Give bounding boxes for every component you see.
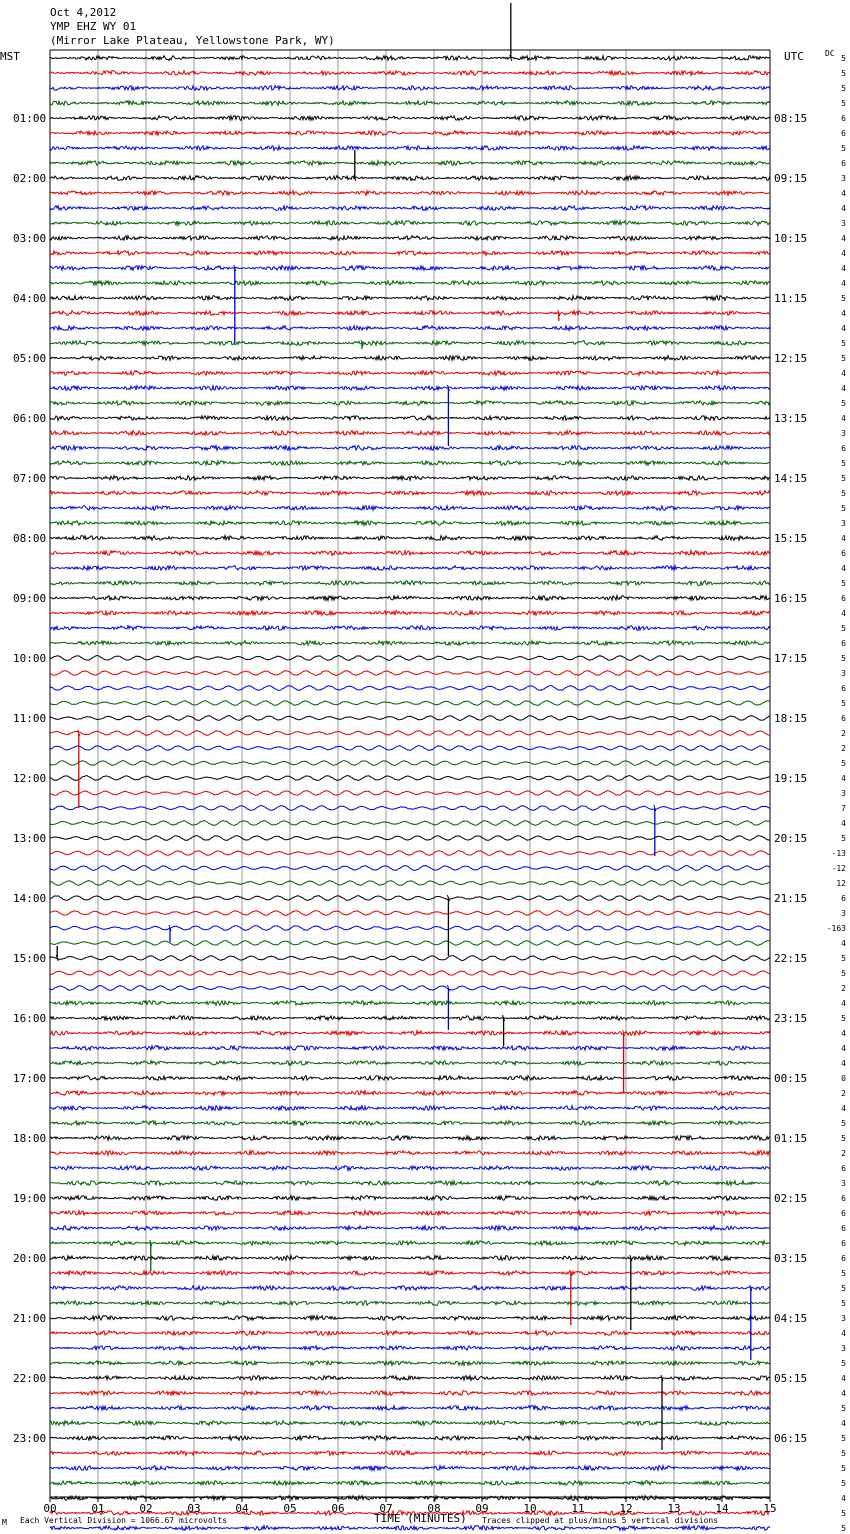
dc-offset-42: 6 (841, 684, 846, 693)
hour-label-left-4: 04:00 (13, 292, 47, 305)
trace-95 (50, 1481, 770, 1486)
dc-offset-16: 5 (841, 294, 846, 303)
hour-label-right-10: 17:15 (774, 652, 808, 665)
dc-offset-34: 4 (841, 564, 846, 573)
trace-84 (50, 1316, 770, 1321)
trace-56 (50, 896, 770, 901)
dc-offset-5: 6 (841, 129, 846, 138)
footer-corner-mark: M (2, 1518, 7, 1527)
trace-86 (50, 1346, 770, 1351)
dc-offset-73: 2 (841, 1149, 846, 1158)
seismic-traces (50, 3, 770, 1534)
trace-59 (50, 941, 770, 946)
x-tick-label-15: 15 (763, 1502, 777, 1515)
dc-offset-55: 12 (836, 879, 846, 888)
trace-19 (50, 341, 770, 346)
dc-offset-13: 4 (841, 249, 846, 258)
hour-label-left-6: 06:00 (13, 412, 47, 425)
dc-offset-62: 2 (841, 984, 846, 993)
hour-label-left-19: 19:00 (13, 1192, 47, 1205)
trace-67 (50, 1061, 770, 1066)
hour-label-left-8: 08:00 (13, 532, 47, 545)
trace-4 (50, 116, 770, 121)
dc-offset-35: 5 (841, 579, 846, 588)
trace-28 (50, 476, 770, 481)
trace-8 (50, 176, 770, 181)
dc-offset-36: 6 (841, 594, 846, 603)
dc-offset-72: 5 (841, 1134, 846, 1143)
dc-offset-12: 4 (841, 234, 846, 243)
trace-72 (50, 1136, 770, 1141)
hour-label-right-13: 20:15 (774, 832, 808, 845)
hour-label-right-20: 03:15 (774, 1252, 808, 1265)
trace-93 (50, 1451, 770, 1456)
dc-offset-23: 5 (841, 399, 846, 408)
hour-label-right-9: 16:15 (774, 592, 808, 605)
hour-label-left-16: 16:00 (13, 1012, 47, 1025)
hour-label-right-16: 23:15 (774, 1012, 808, 1025)
dc-offset-31: 3 (841, 519, 846, 528)
trace-64 (50, 1016, 770, 1021)
header-location: (Mirror Lake Plateau, Yellowstone Park, WY) (50, 34, 335, 47)
trace-94 (50, 1466, 770, 1471)
hour-label-left-18: 18:00 (13, 1132, 47, 1145)
trace-61 (50, 971, 770, 976)
dc-offset-91: 4 (841, 1419, 846, 1428)
trace-58 (50, 926, 770, 931)
hour-label-left-22: 22:00 (13, 1372, 47, 1385)
dc-offset-22: 4 (841, 384, 846, 393)
dc-offset-24: 4 (841, 414, 846, 423)
dc-offset-41: 3 (841, 669, 846, 678)
dc-offset-26: 6 (841, 444, 846, 453)
hour-label-left-20: 20:00 (13, 1252, 47, 1265)
dc-offset-43: 5 (841, 699, 846, 708)
trace-46 (50, 746, 770, 751)
hour-label-right-6: 13:15 (774, 412, 808, 425)
hour-label-right-4: 11:15 (774, 292, 808, 305)
x-tick-label-4: 04 (235, 1502, 249, 1515)
dc-offset-15: 4 (841, 279, 846, 288)
footer-clip-note: Traces clipped at plus/minus 5 vertical divisions (482, 1516, 719, 1525)
dc-offset-66: 4 (841, 1044, 846, 1053)
trace-18 (50, 326, 770, 331)
trace-80 (50, 1256, 770, 1261)
trace-21 (50, 371, 770, 376)
hour-label-right-5: 12:15 (774, 352, 808, 365)
trace-78 (50, 1226, 770, 1231)
x-tick-label-3: 03 (187, 1502, 201, 1515)
trace-77 (50, 1211, 770, 1216)
hour-label-left-12: 12:00 (13, 772, 47, 785)
trace-7 (50, 161, 770, 166)
dc-offset-38: 5 (841, 624, 846, 633)
dc-offset-9: 4 (841, 189, 846, 198)
dc-offset-2: 5 (841, 84, 846, 93)
dc-offset-1: 5 (841, 69, 846, 78)
trace-13 (50, 251, 770, 256)
trace-22 (50, 386, 770, 391)
trace-33 (50, 551, 770, 556)
trace-6 (50, 146, 770, 151)
hour-label-right-12: 19:15 (774, 772, 808, 785)
trace-57 (50, 911, 770, 916)
dc-offset-3: 5 (841, 99, 846, 108)
dc-offset-83: 5 (841, 1299, 846, 1308)
dc-offset-87: 5 (841, 1359, 846, 1368)
x-tick-label-0: 00 (43, 1502, 57, 1515)
x-tick-label-8: 08 (427, 1502, 441, 1515)
dc-offset-71: 5 (841, 1119, 846, 1128)
trace-47 (50, 761, 770, 766)
dc-offset-79: 6 (841, 1239, 846, 1248)
dc-label: DC (825, 49, 835, 58)
hour-label-right-18: 01:15 (774, 1132, 808, 1145)
footer-scale-note: Each Vertical Division = 1066.67 microvolts (20, 1516, 228, 1525)
trace-74 (50, 1166, 770, 1171)
trace-69 (50, 1091, 770, 1096)
hour-label-right-15: 22:15 (774, 952, 808, 965)
dc-offset-65: 4 (841, 1029, 846, 1038)
x-tick-label-1: 01 (91, 1502, 105, 1515)
dc-offset-90: 5 (841, 1404, 846, 1413)
dc-offset-70: 4 (841, 1104, 846, 1113)
dc-offset-46: 2 (841, 744, 846, 753)
dc-offset-39: 6 (841, 639, 846, 648)
dc-offset-93: 5 (841, 1449, 846, 1458)
x-tick-label-9: 09 (475, 1502, 489, 1515)
x-tick-label-14: 14 (715, 1502, 729, 1515)
header-date: Oct 4,2012 (50, 6, 117, 19)
dc-offset-7: 6 (841, 159, 846, 168)
trace-9 (50, 191, 770, 196)
hour-label-right-14: 21:15 (774, 892, 808, 905)
hour-label-left-1: 01:00 (13, 112, 47, 125)
dc-offset-96: 4 (841, 1494, 846, 1503)
trace-60 (50, 956, 770, 961)
trace-3 (50, 101, 770, 106)
dc-offset-10: 4 (841, 204, 846, 213)
trace-32 (50, 536, 770, 541)
trace-79 (50, 1241, 770, 1246)
dc-offset-98: 5 (841, 1524, 846, 1533)
trace-26 (50, 446, 770, 451)
dc-offset-29: 5 (841, 489, 846, 498)
trace-0 (50, 56, 770, 61)
dc-offset-80: 6 (841, 1254, 846, 1263)
x-tick-label-6: 06 (331, 1502, 345, 1515)
trace-55 (50, 881, 770, 886)
trace-85 (50, 1331, 770, 1336)
dc-offset-85: 4 (841, 1329, 846, 1338)
hour-label-right-23: 06:15 (774, 1432, 808, 1445)
trace-5 (50, 131, 770, 136)
trace-1 (50, 71, 770, 76)
hour-label-left-10: 10:00 (13, 652, 47, 665)
header-station: YMP EHZ WY 01 (50, 20, 137, 33)
hour-label-left-23: 23:00 (13, 1432, 47, 1445)
dc-offset-69: 2 (841, 1089, 846, 1098)
dc-offset-89: 4 (841, 1389, 846, 1398)
trace-17 (50, 311, 770, 316)
hour-label-left-5: 05:00 (13, 352, 47, 365)
dc-offset-labels (827, 54, 846, 1534)
trace-10 (50, 206, 770, 211)
hour-label-right-17: 00:15 (774, 1072, 808, 1085)
dc-offset-60: 5 (841, 954, 846, 963)
x-tick-label-10: 10 (523, 1502, 537, 1515)
trace-87 (50, 1361, 770, 1366)
dc-offset-86: 3 (841, 1344, 846, 1353)
dc-offset-37: 4 (841, 609, 846, 618)
dc-offset-49: 3 (841, 789, 846, 798)
trace-39 (50, 641, 770, 646)
trace-43 (50, 701, 770, 706)
left-timezone-label: MST (0, 50, 20, 63)
trace-12 (50, 236, 770, 241)
trace-42 (50, 686, 770, 691)
trace-73 (50, 1151, 770, 1156)
hour-label-left-3: 03:00 (13, 232, 47, 245)
dc-offset-45: 2 (841, 729, 846, 738)
dc-offset-21: 4 (841, 369, 846, 378)
dc-offset-61: 5 (841, 969, 846, 978)
hour-label-left-13: 13:00 (13, 832, 47, 845)
trace-20 (50, 356, 770, 361)
trace-14 (50, 266, 770, 271)
trace-53 (50, 851, 770, 856)
trace-70 (50, 1106, 770, 1111)
hour-label-left-15: 15:00 (13, 952, 47, 965)
dc-offset-28: 5 (841, 474, 846, 483)
trace-41 (50, 671, 770, 676)
x-tick-label-13: 13 (667, 1502, 681, 1515)
dc-offset-33: 6 (841, 549, 846, 558)
trace-11 (50, 221, 770, 226)
dc-offset-48: 4 (841, 774, 846, 783)
trace-38 (50, 626, 770, 631)
trace-51 (50, 821, 770, 826)
trace-76 (50, 1196, 770, 1201)
hour-label-right-11: 18:15 (774, 712, 808, 725)
trace-48 (50, 776, 770, 781)
dc-offset-81: 5 (841, 1269, 846, 1278)
trace-30 (50, 506, 770, 511)
trace-49 (50, 791, 770, 796)
dc-offset-59: 4 (841, 939, 846, 948)
dc-offset-77: 6 (841, 1209, 846, 1218)
trace-54 (50, 866, 770, 871)
dc-offset-78: 6 (841, 1224, 846, 1233)
trace-65 (50, 1031, 770, 1036)
hour-label-left-17: 17:00 (13, 1072, 47, 1085)
dc-offset-53: -13 (831, 849, 846, 858)
dc-offset-0: 5 (841, 54, 846, 63)
dc-offset-18: 4 (841, 324, 846, 333)
x-axis-title: TIME (MINUTES) (374, 1512, 467, 1525)
dc-offset-63: 4 (841, 999, 846, 1008)
x-tick-label-7: 07 (379, 1502, 393, 1515)
trace-27 (50, 461, 770, 466)
hour-label-right-22: 05:15 (774, 1372, 808, 1385)
trace-52 (50, 836, 770, 841)
x-tick-label-11: 11 (571, 1502, 585, 1515)
trace-24 (50, 416, 770, 421)
x-tick-label-2: 02 (139, 1502, 153, 1515)
dc-offset-88: 4 (841, 1374, 846, 1383)
dc-offset-94: 5 (841, 1464, 846, 1473)
dc-offset-50: 7 (841, 804, 846, 813)
hour-label-left-7: 07:00 (13, 472, 47, 485)
trace-2 (50, 86, 770, 91)
dc-offset-14: 4 (841, 264, 846, 273)
hour-label-left-11: 11:00 (13, 712, 47, 725)
dc-offset-51: 4 (841, 819, 846, 828)
trace-16 (50, 296, 770, 301)
trace-96 (50, 1496, 770, 1501)
dc-offset-58: -163 (826, 924, 846, 933)
trace-25 (50, 431, 770, 436)
trace-75 (50, 1181, 770, 1186)
right-timezone-label: UTC (784, 50, 804, 63)
hour-label-left-14: 14:00 (13, 892, 47, 905)
dc-offset-92: 5 (841, 1434, 846, 1443)
dc-offset-27: 5 (841, 459, 846, 468)
trace-45 (50, 731, 770, 736)
trace-82 (50, 1286, 770, 1291)
hour-label-right-1: 08:15 (774, 112, 808, 125)
dc-offset-44: 6 (841, 714, 846, 723)
hour-label-left-9: 09:00 (13, 592, 47, 605)
trace-40 (50, 656, 770, 661)
dc-offset-74: 6 (841, 1164, 846, 1173)
dc-offset-4: 6 (841, 114, 846, 123)
trace-35 (50, 581, 770, 586)
dc-offset-47: 5 (841, 759, 846, 768)
dc-offset-19: 5 (841, 339, 846, 348)
hour-label-right-21: 04:15 (774, 1312, 808, 1325)
hour-label-left-21: 21:00 (13, 1312, 47, 1325)
minute-gridlines (50, 50, 770, 1497)
dc-offset-76: 6 (841, 1194, 846, 1203)
trace-71 (50, 1121, 770, 1126)
dc-offset-25: 3 (841, 429, 846, 438)
dc-offset-68: 0 (841, 1074, 846, 1083)
dc-offset-95: 5 (841, 1479, 846, 1488)
dc-offset-97: 5 (841, 1509, 846, 1518)
hour-label-right-2: 09:15 (774, 172, 808, 185)
dc-offset-82: 5 (841, 1284, 846, 1293)
x-tick-label-5: 05 (283, 1502, 297, 1515)
trace-63 (50, 1001, 770, 1006)
trace-66 (50, 1046, 770, 1051)
trace-68 (50, 1076, 770, 1081)
dc-offset-57: 3 (841, 909, 846, 918)
hour-label-left-2: 02:00 (13, 172, 47, 185)
trace-62 (50, 986, 770, 991)
trace-36 (50, 596, 770, 601)
trace-34 (50, 566, 770, 571)
trace-29 (50, 491, 770, 496)
dc-offset-17: 4 (841, 309, 846, 318)
hour-label-right-19: 02:15 (774, 1192, 808, 1205)
trace-44 (50, 716, 770, 721)
dc-offset-11: 3 (841, 219, 846, 228)
dc-offset-84: 3 (841, 1314, 846, 1323)
dc-offset-32: 4 (841, 534, 846, 543)
dc-offset-54: -12 (831, 864, 846, 873)
dc-offset-64: 5 (841, 1014, 846, 1023)
hour-label-right-7: 14:15 (774, 472, 808, 485)
dc-offset-20: 5 (841, 354, 846, 363)
hour-label-right-8: 15:15 (774, 532, 808, 545)
trace-23 (50, 401, 770, 406)
x-tick-label-12: 12 (619, 1502, 633, 1515)
dc-offset-75: 3 (841, 1179, 846, 1188)
dc-offset-56: 6 (841, 894, 846, 903)
trace-81 (50, 1271, 770, 1276)
trace-83 (50, 1301, 770, 1306)
trace-37 (50, 611, 770, 616)
dc-offset-40: 5 (841, 654, 846, 663)
dc-offset-52: 5 (841, 834, 846, 843)
trace-15 (50, 281, 770, 286)
hour-label-right-3: 10:15 (774, 232, 808, 245)
dc-offset-30: 5 (841, 504, 846, 513)
dc-offset-8: 3 (841, 174, 846, 183)
trace-98 (50, 1526, 770, 1531)
dc-offset-67: 4 (841, 1059, 846, 1068)
trace-50 (50, 806, 770, 811)
dc-offset-6: 5 (841, 144, 846, 153)
trace-31 (50, 521, 770, 526)
